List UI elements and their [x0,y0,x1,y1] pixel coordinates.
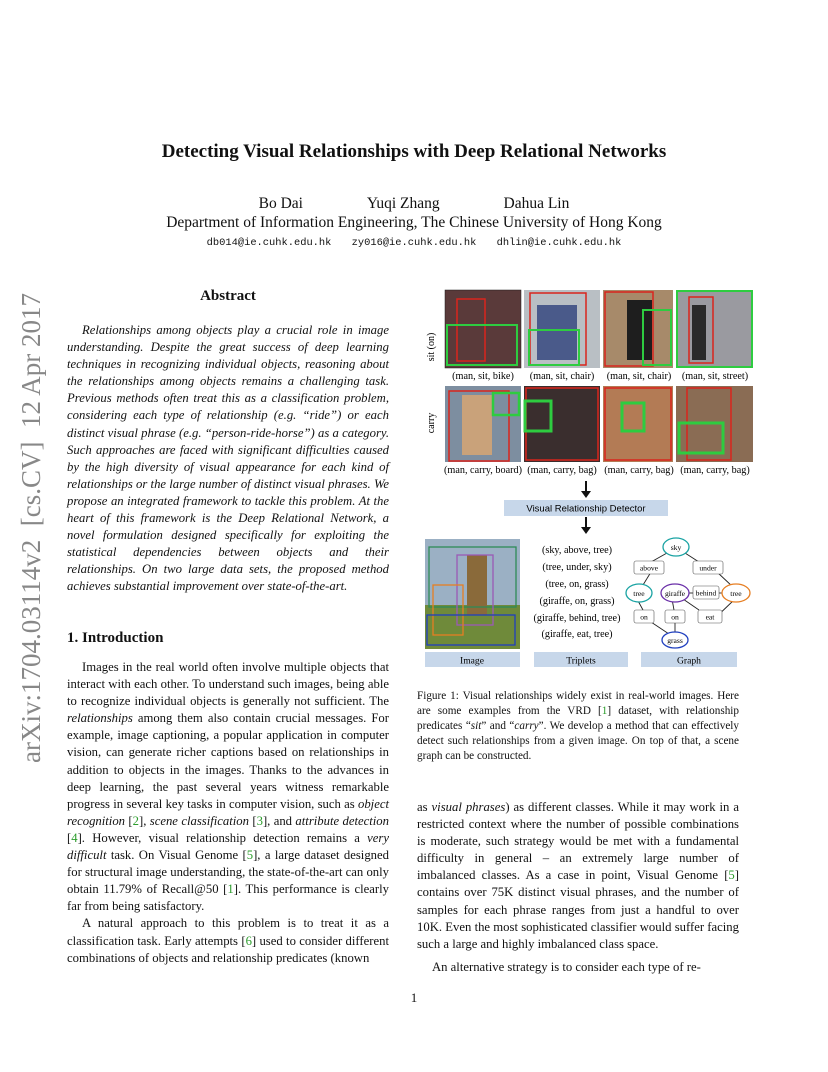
example-image-sit-chair-2 [603,290,673,368]
graph-label: under [699,563,717,573]
triplet-text: (tree, on, grass) [545,579,609,590]
graph-label: giraffe [664,589,686,598]
email[interactable]: zy016@ie.cuhk.edu.hk [351,237,477,249]
down-arrow-icon [581,517,591,534]
graph-label: tree [633,589,645,598]
figure-caption: Figure 1: Visual relationships widely exist in real-world images. Here are some examples from the VRD [1] dataset, with relationship predicates “sit” and “carry”. We develop a method that can effectively detect such relationships from a given image. On top of that, a scene graph can be constructed. [417,690,739,762]
author-list [0,195,828,213]
example-image-sit-chair-1 [524,290,600,368]
citation-link[interactable]: 6 [245,933,252,948]
citation-link[interactable]: 4 [71,830,78,845]
triplet-caption: (man, carry, bag) [680,465,750,476]
giraffe-image [425,539,520,649]
triplet-caption: (man, sit, chair) [606,371,672,382]
abstract-paragraph: Relationships among objects play a crucial role in image understanding. Despite the great success of deep learning techniques in recognizing individual objects, reasoning about the relationships among objects remains a challenging task. Previous methods often treat this as a classification problem, considering each type of relationship (e.g. “ride”) or each distinct visual phrase (e.g. “person-ride-horse”) as a category. Such approaches are faced with significant difficulties caused by the high diversity of visual appearance for each kind of relationships or the large number of distinct visual phrases. We propose an integrated framework to tackle this problem. At the heart of this framework is the Deep Relational Network, a novel formulation designed specifically for exploiting the statistical dependencies between objects and their relationships. On two large data sets, the proposed method achieves substantial improvement over state-of-the-art. [67,323,389,594]
triplet-caption: (man, sit, street) [681,371,749,382]
intro-body [67,659,389,967]
citation-link[interactable]: 3 [256,813,263,828]
email[interactable]: db014@ie.cuhk.edu.hk [206,237,332,249]
citation-link[interactable]: 5 [728,868,735,883]
figure-column-label: Graph [677,655,701,667]
graph-label: on [640,612,648,622]
example-image-carry-bag-2 [603,386,673,462]
affiliation: Department of Information Engineering, The Chinese University of Hong Kong [166,214,662,231]
triplet-text: (tree, under, sky) [542,562,612,573]
abstract-text [67,322,389,596]
triplet-caption: (man, carry, board) [444,465,522,476]
graph-label: tree [730,589,742,598]
arxiv-stamp [8,285,48,765]
email[interactable]: dhlin@ie.cuhk.edu.hk [496,237,622,249]
figure-1 [417,285,757,675]
example-image-sit-street [676,290,753,368]
triplet-caption: (man, sit, chair) [529,371,595,382]
paper-title: Detecting Visual Relationships with Deep Relational Networks [161,141,667,162]
triplet-text: (giraffe, on, grass) [539,596,615,607]
row-label-sit: sit (on) [426,332,437,362]
body-paragraph: An alternative strategy is to consider each type of re- [432,959,701,974]
intro-paragraph: A natural approach to this problem is to treat it as a classification task. Early attempts [6] used to consider different combinations of objects and relationship predicates (known [67,916,389,965]
triplet-text: (giraffe, behind, tree) [533,613,621,624]
example-image-carry-bag-1 [524,386,600,462]
down-arrow-icon [581,481,591,498]
graph-label: grass [667,636,683,645]
page-number: 1 [410,990,418,1005]
row-label-carry: carry [426,412,437,434]
figure-column-label: Triplets [566,655,596,667]
detector-label: Visual Relationship Detector [526,503,646,515]
triplet-caption: (man, sit, bike) [452,371,514,382]
citation-link[interactable]: 1 [227,882,234,897]
citation-link[interactable]: 1 [601,705,608,717]
graph-label: eat [705,612,715,622]
section-heading: 1. Introduction [67,630,164,646]
triplet-caption: (man, carry, bag) [527,465,597,476]
abstract-heading: Abstract [200,288,256,304]
figure-column-label: Image [460,655,484,667]
example-image-carry-bag-3 [676,386,753,462]
citation-link[interactable]: 2 [132,813,139,828]
citation-link[interactable]: 5 [246,848,254,863]
body-paragraph: as visual phrases) as different classes. While it may work in a restricted context where the number of possible combinations is moderate, such strategy would be met with a fundamental difficulty in general – an extremely large number of imbalanced classes. As a case in point, Visual Genome [5] contains over 75K distinct visual phrases, and the number of samples for each phrase ranges from just a handful to over 10K. Even the most sophisticated classifier would suffer facing such a large and highly imbalanced class space. [417,800,739,951]
author-name: Yuqi Zhang [366,195,440,212]
right-column-body [417,799,739,976]
graph-label: on [671,612,679,622]
arxiv-id: arXiv:1704.03114v2 [cs.CV] 12 Apr 2017 [16,293,46,763]
author-name: Bo Dai [258,195,303,212]
triplet-text: (giraffe, eat, tree) [541,629,613,640]
triplet-text: (sky, above, tree) [541,545,613,556]
author-name: Dahua Lin [503,195,570,212]
triplet-caption: (man, carry, bag) [604,465,674,476]
graph-label: sky [670,543,682,552]
example-image-carry-board [445,386,521,462]
graph-label: above [639,563,659,573]
example-image-sit-bike [445,290,521,368]
email-list [0,237,828,249]
graph-label: behind [695,588,717,598]
intro-paragraph: Images in the real world often involve multiple objects that interact with each other. To understand such images, being able to recognize individual objects is generally not sufficient. The relationships among them also contain crucial messages. For example, image captioning, a popular application in computer vision, can generate richer captions based on relationships in addition to objects in the images. Thanks to the advances in deep learning, the past several years witness remarkable progress in several key tasks in computer vision, such as object recognition [2], scene classification [3], and attribute detection [4]. However, visual relationship detection remains a very difficult task. On Visual Genome [5], a large dataset designed for structural image understanding, the state-of-the-art can only obtain 11.79% of Recall@50 [1]. This performance is clearly far from being satisfactory. [67,660,390,914]
